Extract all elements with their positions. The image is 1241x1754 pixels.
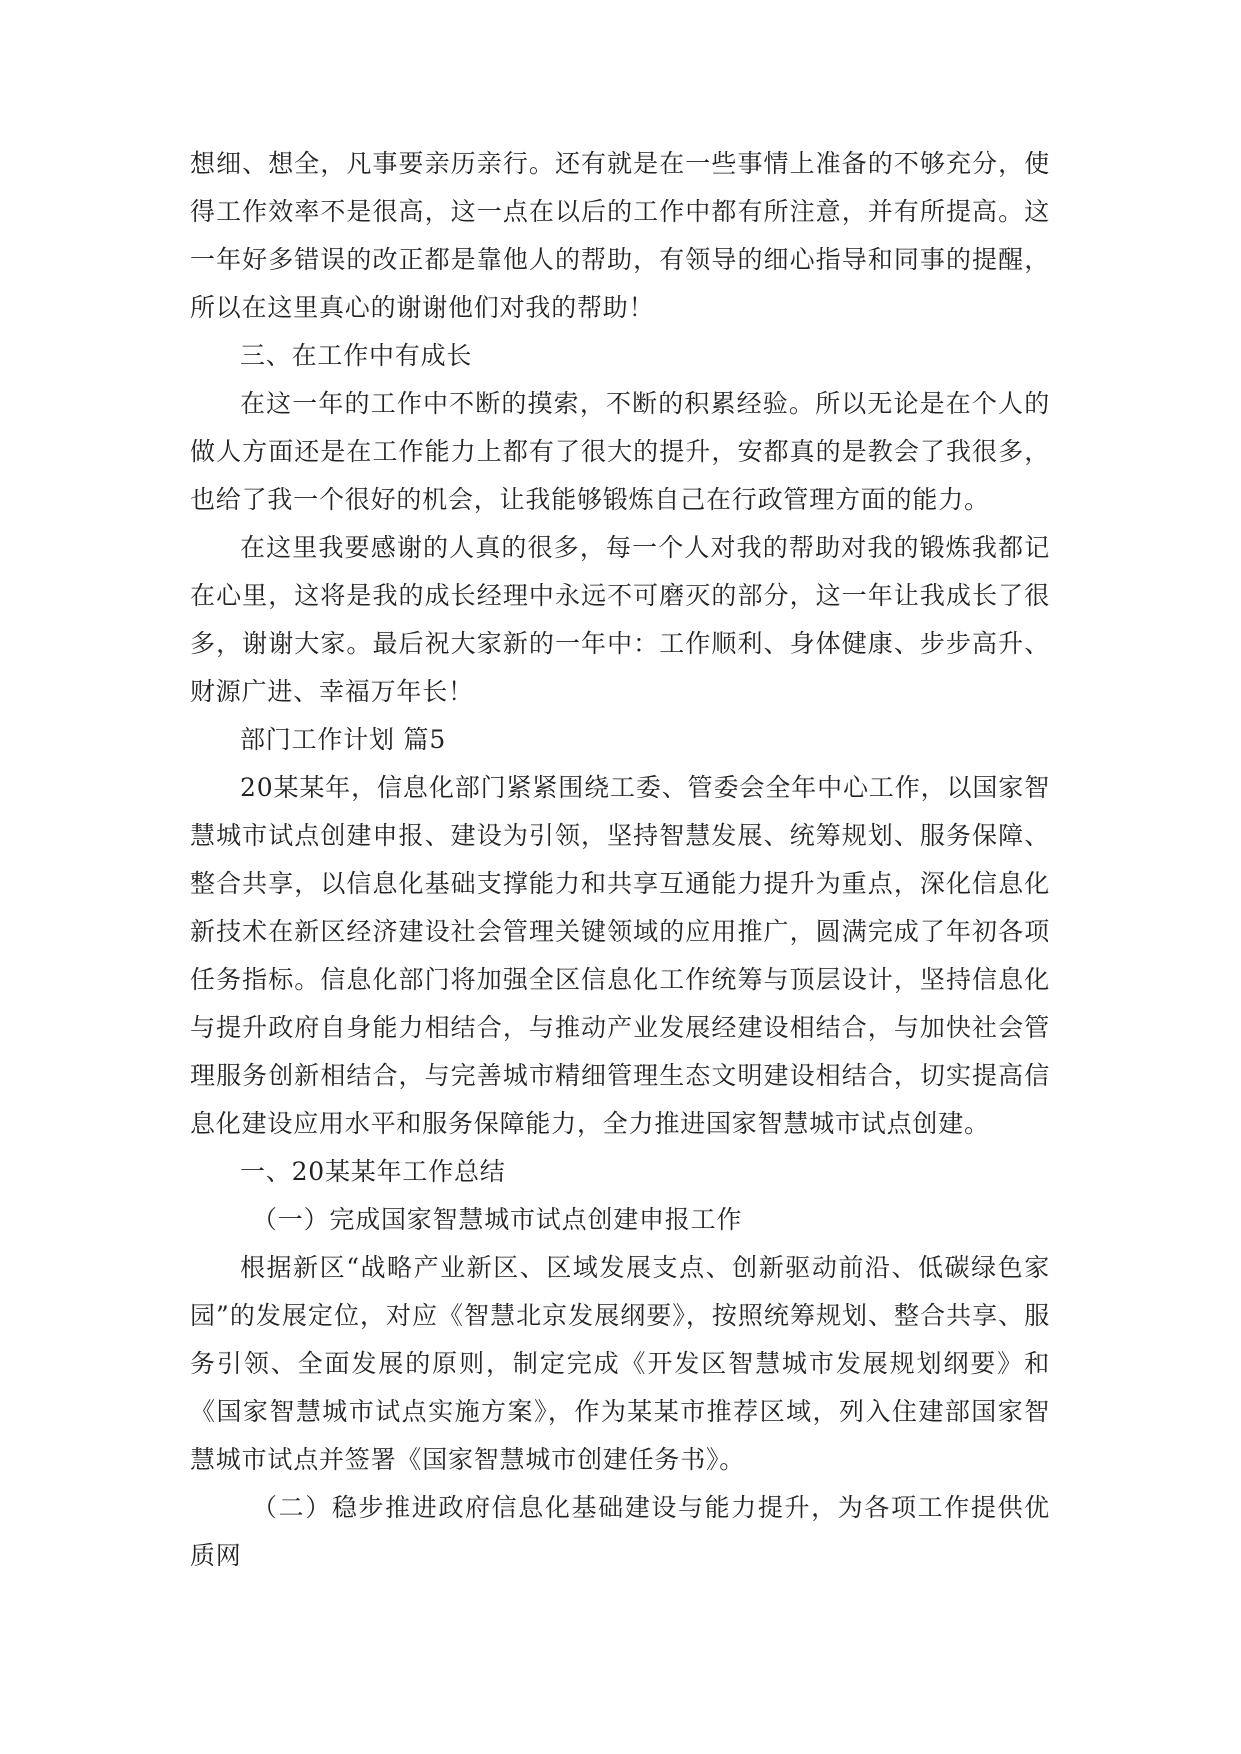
paragraph-gratitude: 在这里我要感谢的人真的很多，每一个人对我的帮助对我的锻炼我都记在心里，这将是我的成长经理中永远不可磨灭的部分，这一年让我成长了很多，谢谢大家。最后祝大家新的一年中：工作顺利、身体健康、步步高升、财源广进、幸福万年长！	[190, 533, 1050, 706]
paragraph-growth: 在这一年的工作中不断的摸索，不断的积累经验。所以无论是在个人的做人方面还是在工作能力上都有了很大的提升，安都真的是教会了我很多，也给了我一个很好的机会，让我能够锻炼自己在行政管理方面的能力。	[190, 389, 1050, 514]
section-heading-summary: 一、20某某年工作总结	[240, 1157, 506, 1186]
article-title-plan-5: 部门工作计划 篇5	[240, 725, 447, 754]
subsection-heading-1: （一）完成国家智慧城市试点创建申报工作	[252, 1205, 743, 1234]
section-heading-growth: 三、在工作中有成长	[240, 341, 473, 370]
subsection-heading-2: （二）稳步推进政府信息化基础建设与能力提升，为各项工作提供优质网	[190, 1493, 1050, 1570]
paragraph-plan-intro: 20某某年，信息化部门紧紧围绕工委、管委会全年中心工作，以国家智慧城市试点创建申报、建设为引领，坚持智慧发展、统筹规划、服务保障、整合共享，以信息化基础支撑能力和共享互通能力提升为重点，深化信息化新技术在新区经济建设社会管理关键领域的应用推广，圆满完成了年初各项任务指标。信息化部门将加强全区信息化工作统筹与顶层设计，坚持信息化与提升政府自身能力相结合，与推动产业发展经建设相结合，与加快社会管理服务创新相结合，与完善城市精细管理生态文明建设相结合，切实提高信息化建设应用水平和服务保障能力，全力推进国家智慧城市试点创建。	[190, 773, 1050, 1138]
paragraph-smart-city: 根据新区“战略产业新区、区域发展支点、创新驱动前沿、低碳绿色家园”的发展定位，对应《智慧北京发展纲要》，按照统筹规划、整合共享、服务引领、全面发展的原则，制定完成《开发区智慧城市发展规划纲要》和《国家智慧城市试点实施方案》，作为某某市推荐区域，列入住建部国家智慧城市试点并签署《国家智慧城市创建任务书》。	[190, 1253, 1050, 1474]
paragraph-thanks-continued: 想细、想全，凡事要亲历亲行。还有就是在一些事情上准备的不够充分，使得工作效率不是很高，这一点在以后的工作中都有所注意，并有所提高。这一年好多错误的改正都是靠他人的帮助，有领导的细心指导和同事的提醒，所以在这里真心的谢谢他们对我的帮助！	[190, 149, 1050, 322]
document-body	[190, 140, 1050, 1580]
